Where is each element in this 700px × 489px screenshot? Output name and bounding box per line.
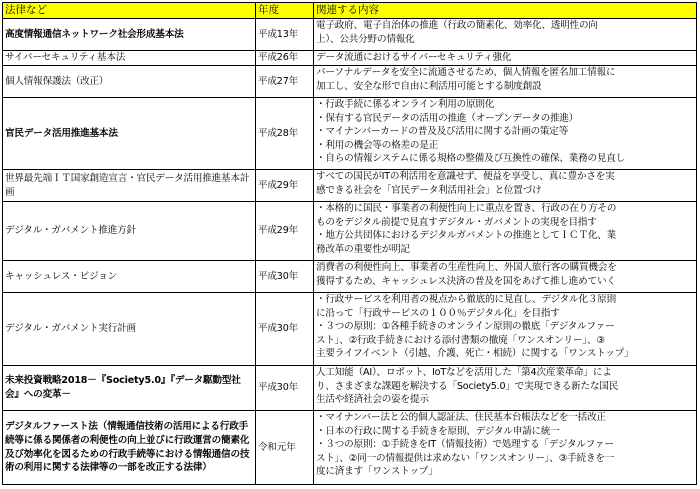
table-row — [3, 98, 697, 170]
content-line: り、さまざまな課題を解決する「Society5.0」で実現できる新たな国民 — [316, 380, 619, 392]
table-row — [3, 293, 697, 366]
table-row — [3, 170, 697, 202]
content-line: ものをデジタル前提で見直すデジタル・ガバメントの実現を目指す — [316, 216, 597, 228]
content-line: 電子政府、電子自治体の推進（行政の簡素化、効率化、透明性の向 — [316, 20, 598, 31]
content-cell — [314, 98, 697, 170]
table-header-row — [3, 3, 697, 19]
table-row — [3, 411, 697, 485]
content-line: 度に済ます「ワンストップ」 — [316, 466, 438, 478]
year-cell: 平成30年 — [256, 261, 314, 293]
table-row — [3, 51, 697, 66]
content-line: 主要ライフイベント（引越、介護、死亡・相続）に関する「ワンストップ」 — [316, 348, 634, 360]
content-line: スト」、②行政手続きにおける添付書類の撤廃「ワンスオンリー」、③ — [316, 334, 605, 346]
law-name-cell: デジタル・ガバメント実行計画 — [3, 293, 256, 366]
year-cell: 平成13年 — [256, 19, 314, 51]
content-line: ・３つの原則：①手続きをIT（情報技術）で処理する「デジタルファー — [316, 439, 614, 451]
content-line: ・地方公共団体におけるデジタルガバメントの推進としてＩＣＴ化、業 — [316, 230, 617, 242]
content-line: ・行政サービスを利用者の視点から徹底的に見直し、デジタル化３原則 — [316, 294, 617, 305]
content-line: 生活や経済社会の姿を提示 — [316, 394, 429, 406]
year-cell: 平成30年 — [256, 293, 314, 366]
year-cell: 平成29年 — [256, 170, 314, 202]
content-line: 消費者の利便性向上、事業者の生産性向上、外国人旅行客の購買機会を — [316, 262, 617, 273]
content-line: すべての国民がITの利活用を意識せず、便益を享受し、真に豊かさを実 — [316, 171, 615, 182]
content-cell — [314, 293, 697, 366]
law-name-cell: デジタルファースト法（情報通信技術の活用による行政手続等に係る関係者の利便性の向上並びに行政運営の簡素化及び効率化を図るための行政手続等における情報通信の技術の利用に関する法律等の一部を改正する法律） — [3, 411, 256, 485]
header-content: 関連する内容 — [314, 3, 697, 19]
content-cell — [314, 261, 697, 293]
content-cell — [314, 366, 697, 411]
content-line: 上）、公共分野の情報化 — [316, 33, 415, 45]
content-line: 加工し、安全な形で自由に利活用可能とする制度創設 — [316, 80, 542, 92]
year-cell: 平成27年 — [256, 66, 314, 98]
law-name-cell: 未来投資戦略2018－『Society5.0』『データ駆動型社会』への変革－ — [3, 366, 256, 411]
content-line: ・利用の機会等の格差の是正 — [316, 139, 439, 151]
table-row — [3, 66, 697, 98]
law-name-cell: キャッシュレス・ビジョン — [3, 261, 256, 293]
content-line: ・自らの情報システムに係る規格の整備及び互換性の確保、業務の見直し — [316, 153, 626, 165]
law-table — [2, 2, 697, 485]
year-cell: 平成28年 — [256, 98, 314, 170]
content-cell — [314, 19, 697, 51]
content-cell — [314, 66, 697, 98]
table-row — [3, 19, 697, 51]
law-name-cell: 高度情報通信ネットワーク社会形成基本法 — [3, 19, 256, 51]
law-name-cell: 個人情報保護法（改正） — [3, 66, 256, 98]
law-name-cell: 官民データ活用推進基本法 — [3, 98, 256, 170]
content-line: 感できる社会を「官民データ利活用社会」と位置づけ — [316, 184, 542, 196]
content-line: に沿って「行政サービスの１００％デジタル化」を目指す — [316, 307, 560, 319]
content-line: ・３つの原則：①各種手続きのオンライン原則の徹底「デジタルファー — [316, 321, 615, 333]
year-cell: 平成29年 — [256, 202, 314, 261]
content-line: ・保有する官民データの活用の推進（オープンデータの推進） — [316, 112, 579, 124]
table-row — [3, 261, 697, 293]
content-line: データ流通におけるサイバーセキュリティ強化 — [316, 52, 512, 63]
content-line: 務改革の重要性が明記 — [316, 243, 410, 255]
law-table-container — [2, 2, 696, 485]
year-cell: 令和元年 — [256, 411, 314, 485]
table-row — [3, 202, 697, 261]
year-cell: 平成26年 — [256, 51, 314, 66]
content-line: 人工知能（AI）、ロボット、IoTなどを活用した「第4次産業革命」によ — [316, 367, 612, 378]
content-line: ・本格的に国民・事業者の利便性向上に重点を置き、行政の在り方その — [316, 203, 617, 214]
law-name-cell: デジタル・ガバメント推進方針 — [3, 202, 256, 261]
year-cell: 平成30年 — [256, 366, 314, 411]
table-row — [3, 366, 697, 411]
content-line: ・行政手続に係るオンライン利用の原則化 — [316, 99, 495, 110]
content-line: パーソナルデータを安全に流通させるため、個人情報を匿名加工情報に — [316, 67, 616, 78]
content-line: ・マイナンバー法と公的個人認証法、住民基本台帳法などを一括改正 — [316, 412, 606, 423]
content-line: ・マイナンバーカードの普及及び活用に関する計画の策定等 — [316, 126, 569, 138]
content-cell — [314, 411, 697, 485]
content-line: 獲得するため、キャッシュレス決済の普及を国をあげて推し進めていく — [316, 275, 616, 287]
law-name-cell: 世界最先端ＩＴ国家創造宣言・官民データ活用推進基本計画 — [3, 170, 256, 202]
table-body — [3, 19, 697, 485]
content-line: ・日本の行政に関する手続きを原則、デジタル申請に統一 — [316, 425, 560, 437]
header-year: 年度 — [256, 3, 314, 19]
law-name-cell: サイバーセキュリティ基本法 — [3, 51, 256, 66]
content-cell — [314, 51, 697, 66]
header-law: 法律など — [3, 3, 256, 19]
content-line: スト」、②同一の情報提供は求めない「ワンスオンリー」、③手続きを一 — [316, 452, 615, 464]
content-cell — [314, 170, 697, 202]
content-cell — [314, 202, 697, 261]
